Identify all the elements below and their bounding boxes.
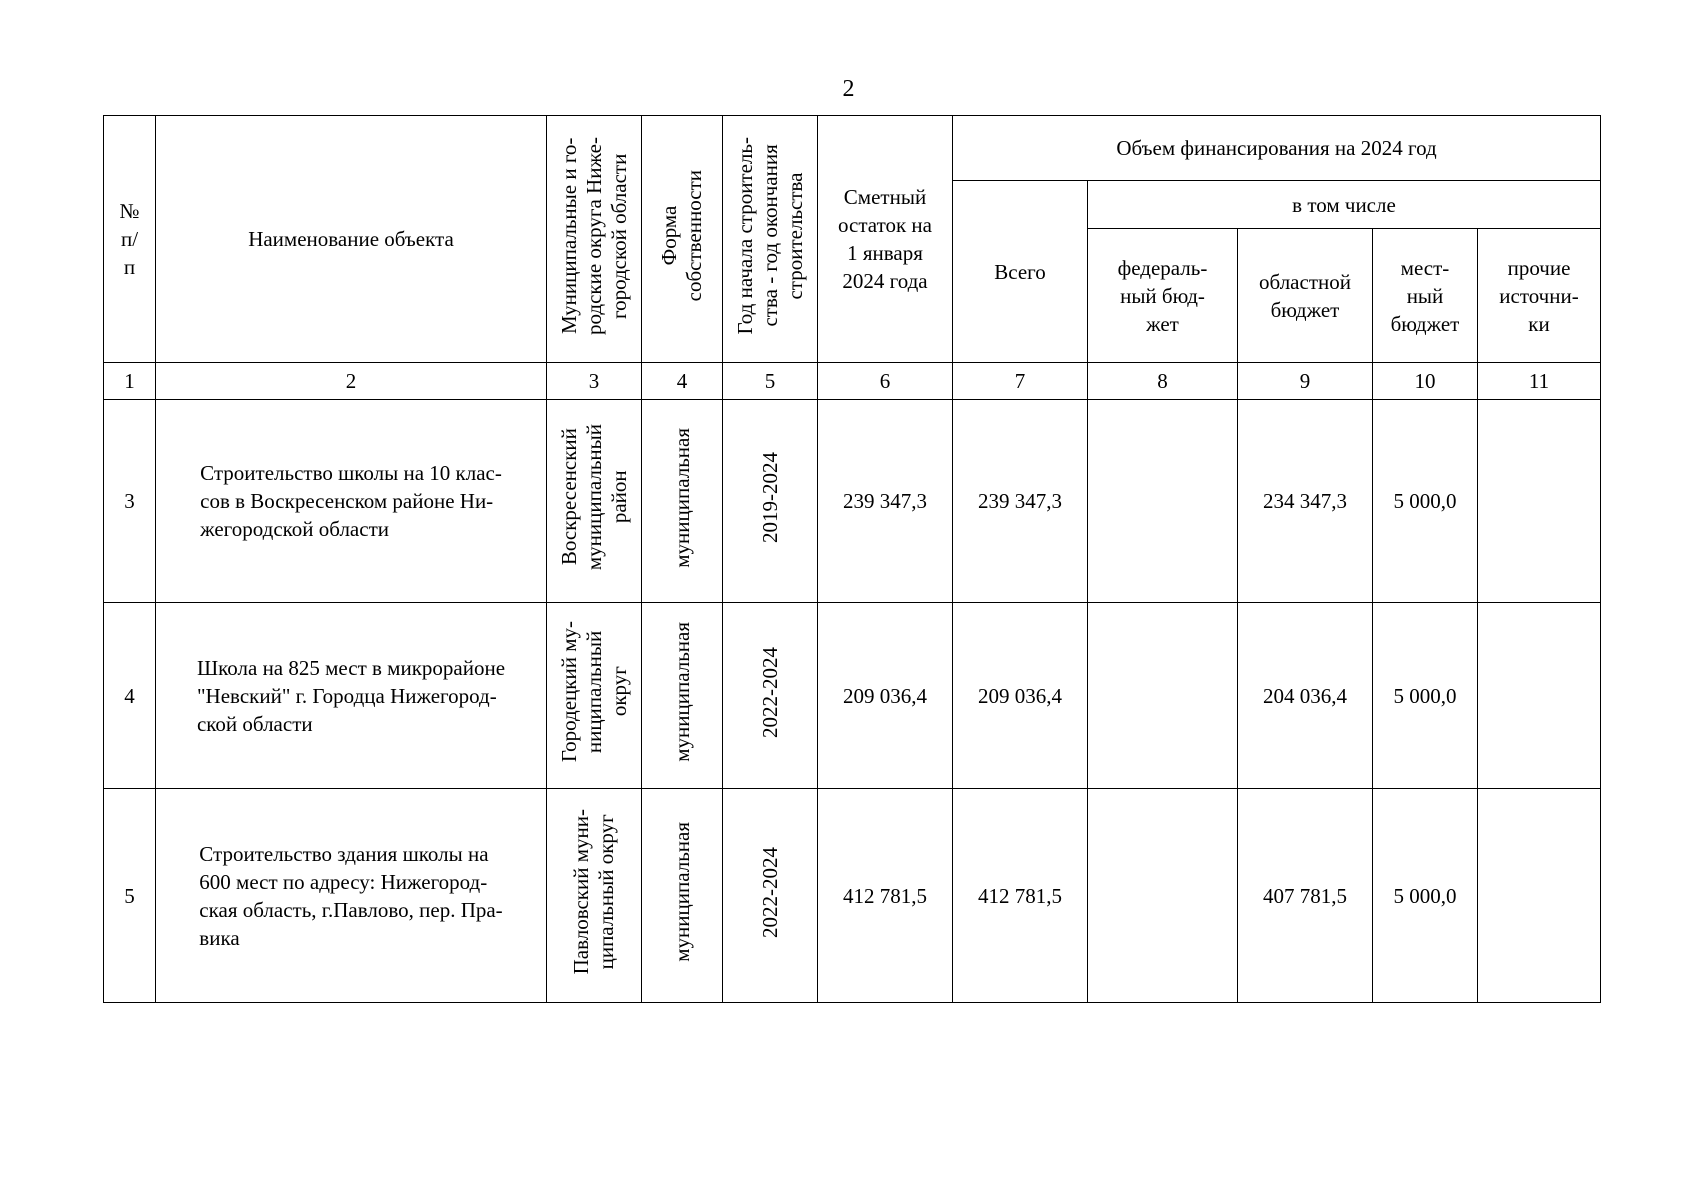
- row-regional: 204 036,4: [1238, 603, 1373, 789]
- header-other: прочие источни- ки: [1478, 229, 1601, 363]
- column-number: 1: [104, 363, 156, 400]
- row-regional: 407 781,5: [1238, 789, 1373, 1003]
- column-number: 8: [1088, 363, 1238, 400]
- table-row: [104, 400, 1601, 603]
- column-number: 4: [642, 363, 723, 400]
- row-name: Строительство здания школы на 600 мест по адресу: Нижегород- ская область, г.Павлово, пер. Пра- вика: [156, 789, 547, 1003]
- header-name: Наименование объекта: [156, 116, 547, 363]
- row-remainder: 209 036,4: [818, 603, 953, 789]
- column-number: 5: [723, 363, 818, 400]
- row-ownership: муниципальная: [642, 603, 723, 789]
- column-number: 9: [1238, 363, 1373, 400]
- header-years: Год начала строитель- ства - год окончания строительства: [723, 116, 818, 363]
- row-total: 209 036,4: [953, 603, 1088, 789]
- row-ownership: муниципальная: [642, 789, 723, 1003]
- row-years: 2022-2024: [723, 603, 818, 789]
- column-number: 2: [156, 363, 547, 400]
- row-other: [1478, 400, 1601, 603]
- row-municipal: Воскресенский муниципальный район: [547, 400, 642, 603]
- header-no: № п/ п: [104, 116, 156, 363]
- row-other: [1478, 789, 1601, 1003]
- header-ownership: Форма собственности: [642, 116, 723, 363]
- table-row: [104, 789, 1601, 1003]
- row-remainder: 412 781,5: [818, 789, 953, 1003]
- row-no: 5: [104, 789, 156, 1003]
- header-row-1: [104, 116, 1601, 181]
- row-local: 5 000,0: [1373, 789, 1478, 1003]
- row-ownership: муниципальная: [642, 400, 723, 603]
- column-number: 10: [1373, 363, 1478, 400]
- row-total: 239 347,3: [953, 400, 1088, 603]
- column-number: 6: [818, 363, 953, 400]
- row-federal: [1088, 400, 1238, 603]
- row-regional: 234 347,3: [1238, 400, 1373, 603]
- row-municipal: Городецкий му- ниципальный округ: [547, 603, 642, 789]
- row-years: 2019-2024: [723, 400, 818, 603]
- row-name: Строительство школы на 10 клас- сов в Воскресенском районе Ни- жегородской области: [156, 400, 547, 603]
- header-local: мест- ный бюджет: [1373, 229, 1478, 363]
- page-number: 2: [842, 76, 855, 102]
- column-number: 11: [1478, 363, 1601, 400]
- header-remainder: Сметный остаток на 1 января 2024 года: [818, 116, 953, 363]
- column-number: 3: [547, 363, 642, 400]
- header-total: Всего: [953, 181, 1088, 363]
- header-including: в том числе: [1088, 181, 1601, 229]
- header-funding: Объем финансирования на 2024 год: [953, 116, 1601, 181]
- row-total: 412 781,5: [953, 789, 1088, 1003]
- row-remainder: 239 347,3: [818, 400, 953, 603]
- column-numbers-row: [104, 363, 1601, 400]
- row-years: 2022-2024: [723, 789, 818, 1003]
- row-local: 5 000,0: [1373, 400, 1478, 603]
- header-regional: областной бюджет: [1238, 229, 1373, 363]
- column-number: 7: [953, 363, 1088, 400]
- table-row: [104, 603, 1601, 789]
- financing-table: [103, 115, 1601, 1003]
- row-federal: [1088, 789, 1238, 1003]
- row-federal: [1088, 603, 1238, 789]
- row-other: [1478, 603, 1601, 789]
- row-no: 3: [104, 400, 156, 603]
- row-name: Школа на 825 мест в микрорайоне "Невский" г. Городца Нижегород- ской области: [156, 603, 547, 789]
- row-no: 4: [104, 603, 156, 789]
- row-municipal: Павловский муни- ципальный округ: [547, 789, 642, 1003]
- row-local: 5 000,0: [1373, 603, 1478, 789]
- header-federal: федераль- ный бюд- жет: [1088, 229, 1238, 363]
- header-municipal: Муниципальные и го- родские округа Ниже- городской области: [547, 116, 642, 363]
